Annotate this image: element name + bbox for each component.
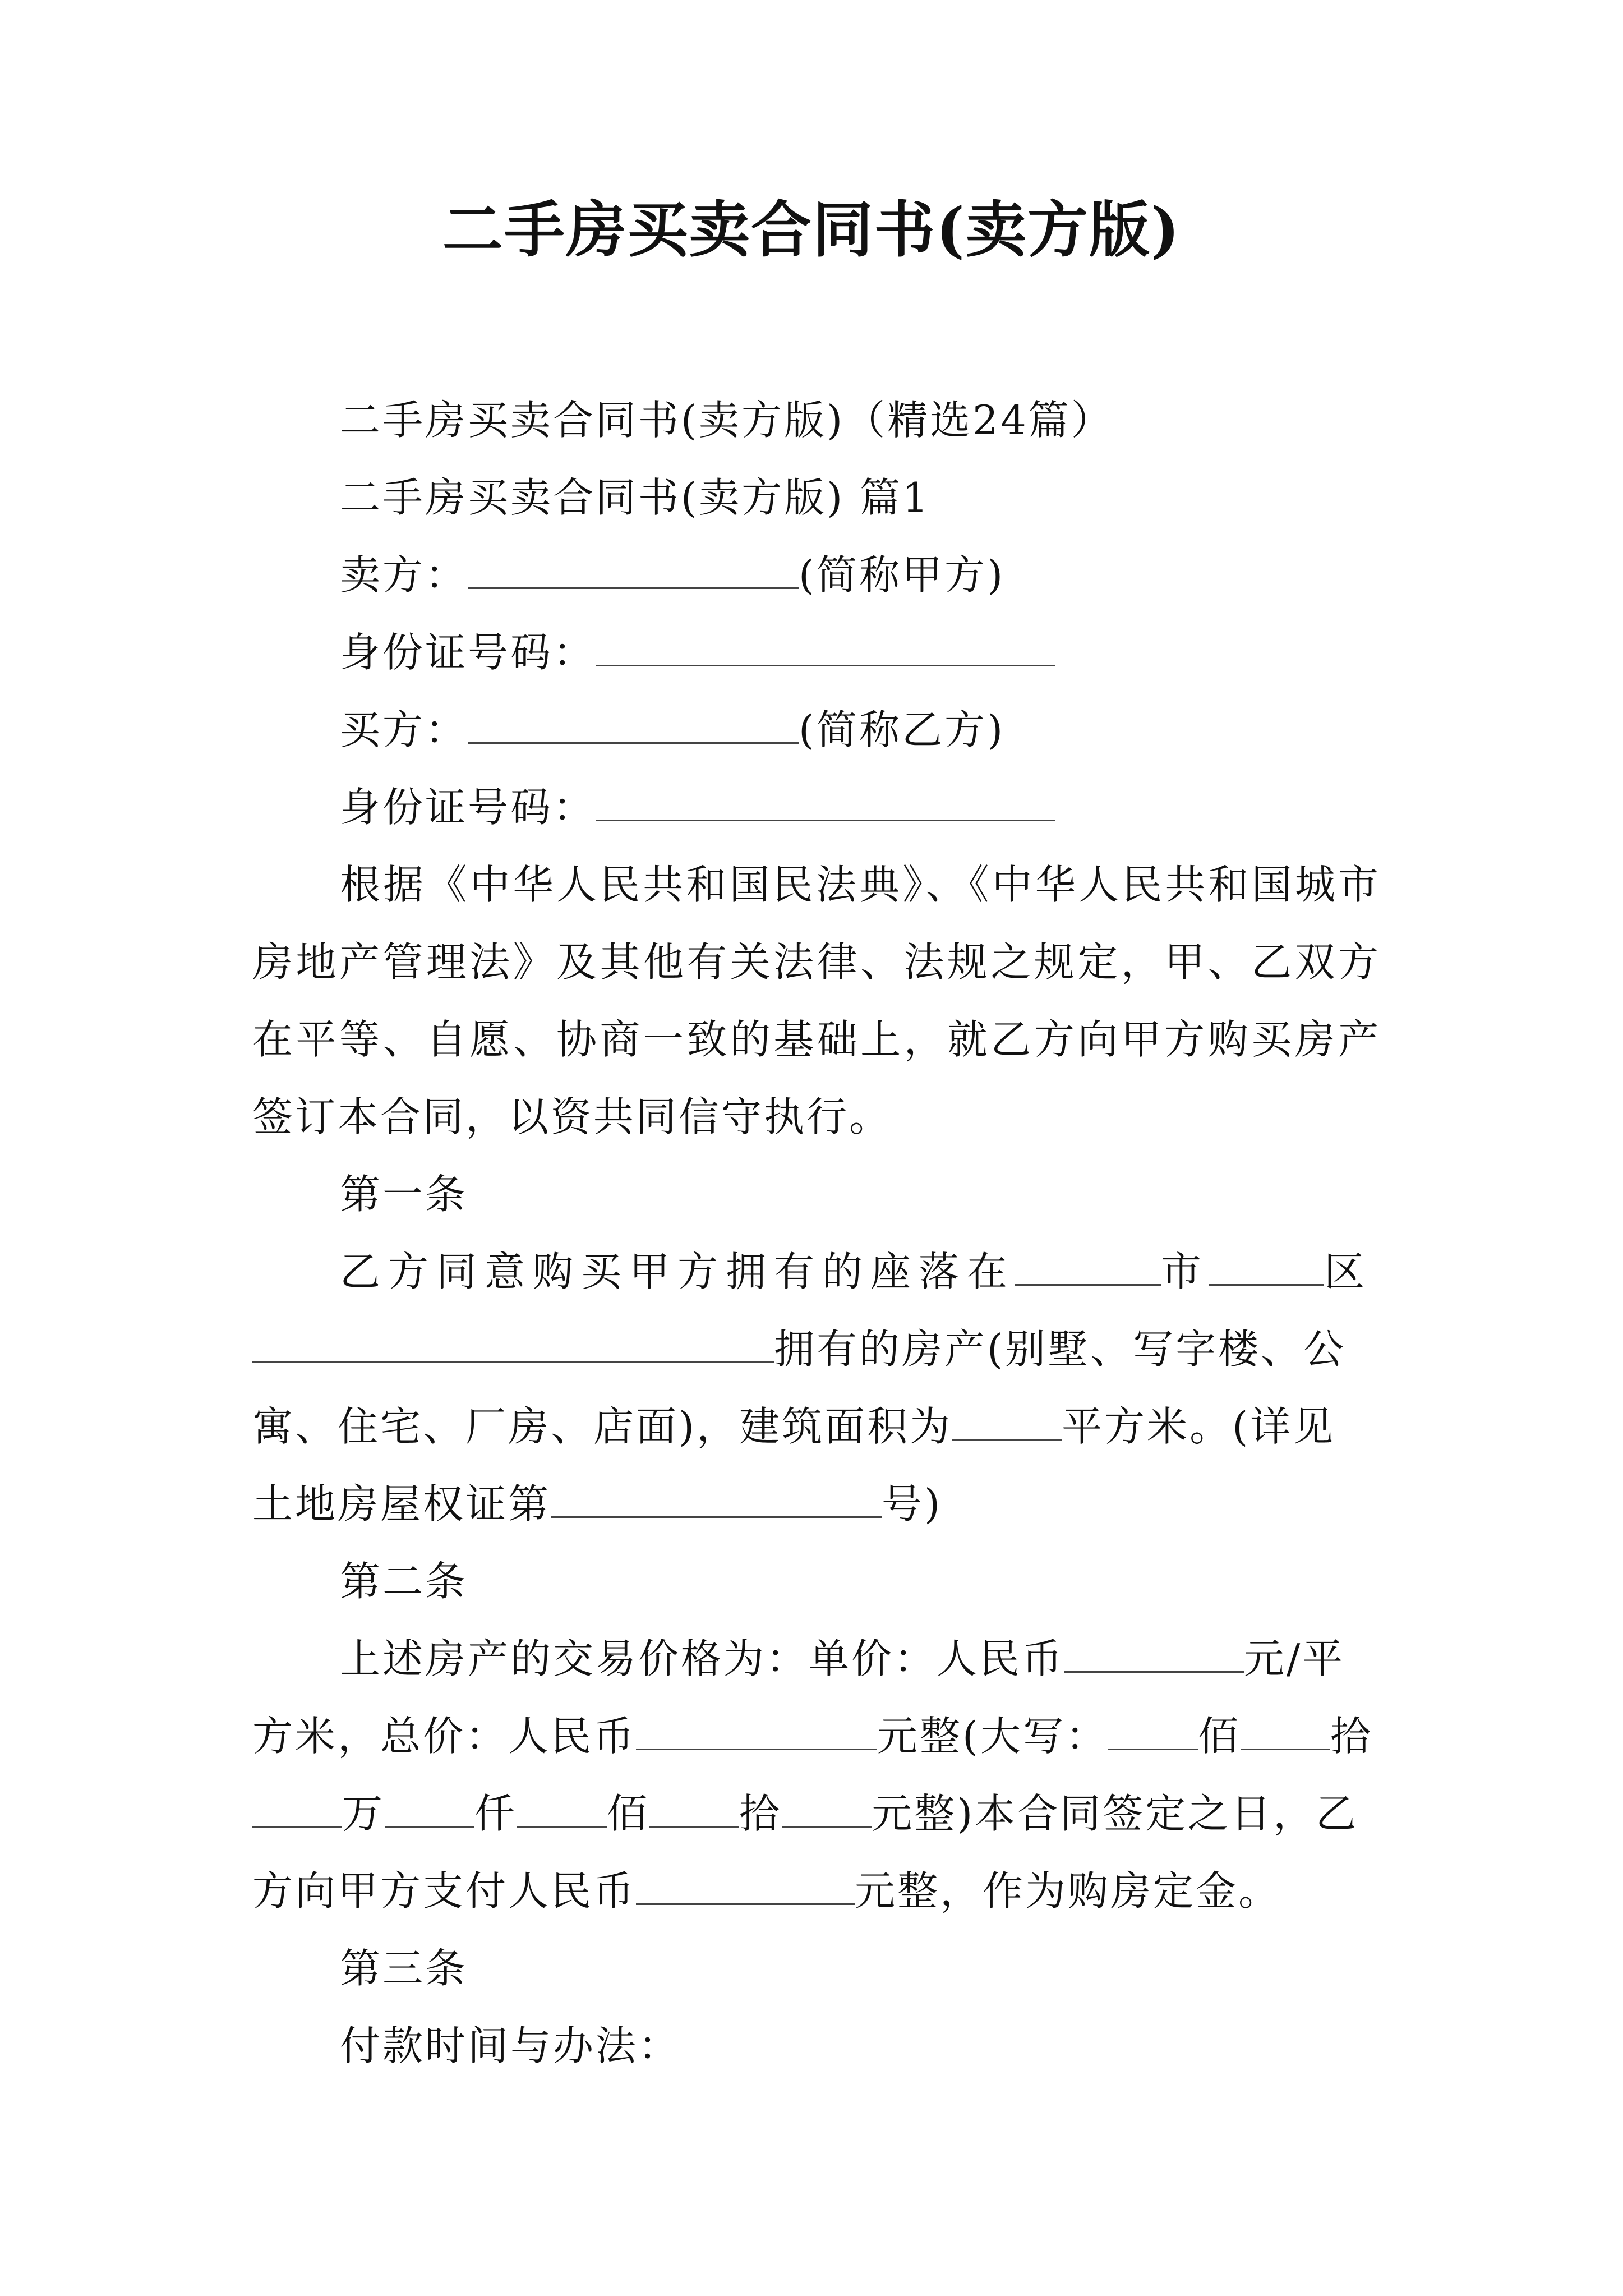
document-body <box>252 381 1381 2085</box>
article-2-line-3 <box>252 1775 1381 1852</box>
qian-blank <box>385 1786 474 1828</box>
wan-label: 万 <box>342 1790 385 1837</box>
article-2-line-4 <box>252 1852 1381 1930</box>
intro-line-2: 房地产管理法》及其他有关法律、法规之规定，甲、乙双方 <box>252 938 1381 986</box>
article-3-heading: 第三条 <box>340 1945 468 1992</box>
article-1-line-1 <box>252 1233 1381 1310</box>
article-1-line-3 <box>252 1388 1381 1465</box>
deposit-blank <box>636 1863 855 1905</box>
hundred-million-blank <box>1108 1708 1198 1750</box>
buyer-id-blank <box>596 779 1055 821</box>
article-3-line-1: 付款时间与办法： <box>340 2022 681 2069</box>
yuan-blank <box>782 1786 872 1828</box>
intro-line-4: 签订本合同，以资共同信守执行。 <box>252 1093 892 1140</box>
intro-line-3: 在平等、自愿、协商一致的基础上，就乙方向甲方购买房产 <box>252 1016 1381 1063</box>
shi-label-1: 拾 <box>1330 1713 1373 1760</box>
bai-label-2: 佰 <box>607 1790 650 1837</box>
seller-label: 卖方： <box>340 551 468 599</box>
article-2-heading: 第二条 <box>340 1558 468 1605</box>
city-label: 市 <box>1161 1248 1210 1295</box>
seller-id-label: 身份证号码： <box>340 629 596 676</box>
article-1-line-2 <box>252 1310 1381 1388</box>
article-1-line-4 <box>252 1465 1381 1543</box>
total-price-blank <box>636 1708 877 1750</box>
article-2-line-1 <box>252 1620 1381 1697</box>
article-1-heading: 第一条 <box>340 1171 468 1218</box>
shi-label-2: 拾 <box>739 1790 782 1837</box>
shi-blank <box>649 1786 739 1828</box>
bai-label-1: 佰 <box>1198 1713 1241 1760</box>
unit-price-unit: 元/平 <box>1244 1635 1345 1682</box>
buyer-blank <box>468 702 799 744</box>
section-heading: 二手房买卖合同书(卖方版) 篇1 <box>340 474 930 521</box>
unit-price-blank <box>1064 1631 1244 1673</box>
area-unit-text: 平方米。(详见 <box>1062 1403 1336 1450</box>
intro-line-1: 根据《中华人民共和国民法典》、《中华人民共和国城市 <box>340 861 1381 908</box>
contract-date-text: 元整)本合同签定之日，乙 <box>872 1790 1359 1837</box>
seller-blank <box>468 547 799 589</box>
wan-blank <box>252 1786 342 1828</box>
buyer-suffix: (简称乙方) <box>799 706 1006 753</box>
deposit-text: 方向甲方支付人民币 <box>252 1867 637 1915</box>
city-blank <box>1015 1244 1161 1286</box>
property-type-text: 拥有的房产(别墅、写字楼、公 <box>774 1326 1347 1373</box>
seller-suffix: (简称甲方) <box>799 551 1006 599</box>
buyer-label: 买方： <box>340 706 468 753</box>
subtitle: 二手房买卖合同书(卖方版)（精选24篇） <box>340 397 1114 444</box>
building-area-text: 寓、住宅、厂房、店面)，建筑面积为 <box>252 1403 953 1450</box>
certificate-blank <box>551 1476 882 1518</box>
article-1-location-text: 乙方同意购买甲方拥有的座落在 <box>340 1248 1016 1295</box>
bai-blank <box>517 1786 607 1828</box>
buyer-line <box>252 691 1381 769</box>
seller-line <box>252 536 1381 614</box>
district-blank <box>1209 1244 1324 1286</box>
unit-price-text: 上述房产的交易价格为：单价：人民币 <box>340 1635 1065 1682</box>
seller-id-blank <box>596 624 1055 666</box>
buyer-id-label: 身份证号码： <box>340 784 596 831</box>
deposit-suffix: 元整，作为购房定金。 <box>855 1867 1281 1915</box>
seller-id-line <box>252 614 1381 691</box>
buyer-id-line <box>252 769 1381 846</box>
address-blank <box>252 1321 774 1363</box>
total-price-text: 方米，总价：人民币 <box>252 1713 637 1760</box>
qian-label: 仟 <box>474 1790 518 1837</box>
certificate-text: 土地房屋权证第 <box>252 1480 551 1527</box>
article-2-line-2 <box>252 1697 1381 1775</box>
area-blank <box>952 1398 1062 1441</box>
certificate-suffix: 号) <box>882 1480 943 1527</box>
district-label: 区 <box>1324 1248 1373 1295</box>
ten-million-blank <box>1241 1708 1330 1750</box>
total-price-words-text: 元整(大写： <box>877 1713 1109 1760</box>
document-title: 二手房买卖合同书(卖方版) <box>442 195 1181 265</box>
